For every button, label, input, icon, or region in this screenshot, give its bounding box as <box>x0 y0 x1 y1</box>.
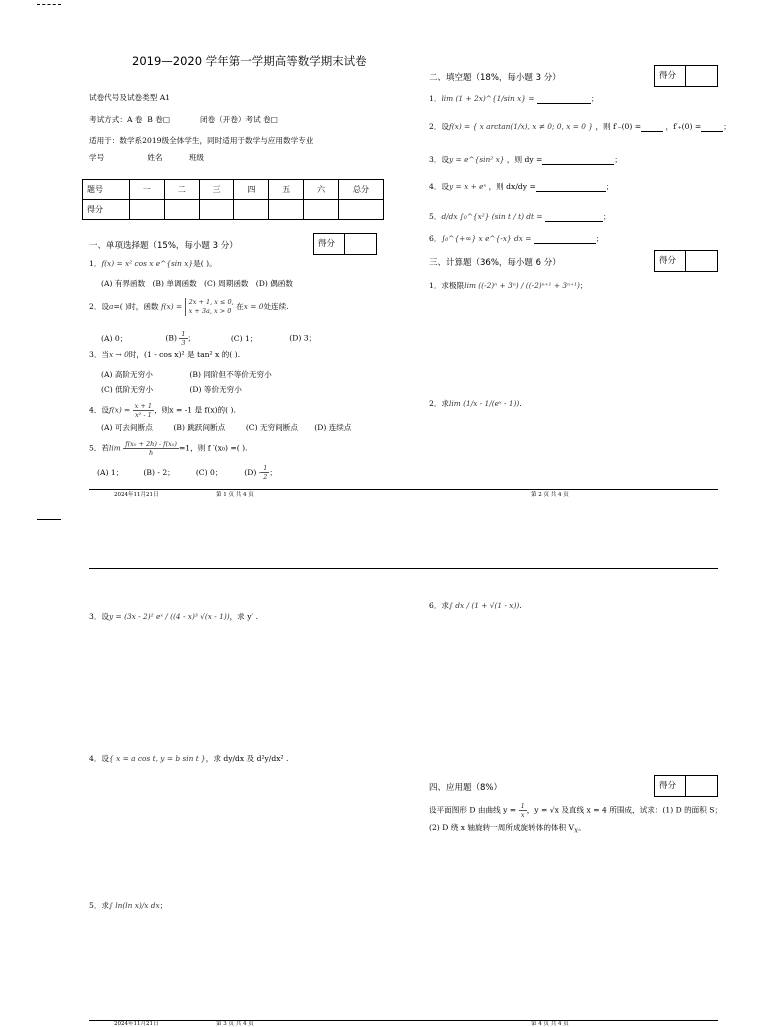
q-tail: ，求 dy/dx 及 d²y/dx² . <box>205 754 289 763</box>
q-number: 3．当 <box>89 350 110 359</box>
answer-blank[interactable] <box>537 103 591 104</box>
q-tail: ； <box>159 901 168 910</box>
q-mid: ，则 dx/dy = <box>488 182 536 191</box>
s3-item-6 <box>429 600 522 611</box>
q-tail: ； <box>614 155 623 164</box>
exam-open <box>200 114 278 125</box>
s1-q5 <box>89 440 247 457</box>
s2-item-5 <box>429 211 611 222</box>
header-rule <box>89 568 718 569</box>
frac-den: x² - 1 <box>134 411 152 419</box>
s1-q5-options <box>97 464 277 481</box>
score-box-blank[interactable] <box>685 251 717 271</box>
s1-q4 <box>89 402 236 419</box>
exam-open-label: 闭卷（开卷）考试 <box>200 115 261 124</box>
q-number: 3．设 <box>89 612 110 621</box>
q-number: 2．设 <box>429 122 450 131</box>
answer-blank[interactable] <box>641 131 663 132</box>
option-b-label: (B) <box>165 333 177 343</box>
q-expr: lim ((-2)ⁿ + 3ⁿ) / ((-2)ⁿ⁺¹ + 3ⁿ⁺¹) <box>464 281 580 290</box>
score-table <box>82 179 384 220</box>
q-number: 2．求 <box>429 399 450 408</box>
option-d[interactable]: (D) 3； <box>289 333 317 343</box>
score-box-blank[interactable] <box>685 776 717 796</box>
score-header-cell: 四 <box>234 180 269 200</box>
option-d-label: (D) - <box>244 467 262 477</box>
s3-item-1 <box>429 280 587 291</box>
footer-date-2: 2024年11月21日 <box>114 1021 159 1027</box>
q-at: 在 <box>236 302 244 311</box>
score-cell[interactable] <box>199 200 234 220</box>
q-tail: 处连续. <box>263 302 289 311</box>
q-number: 6． <box>429 234 442 243</box>
q-number: 1．求极限 <box>429 281 465 290</box>
q-piecewise <box>185 298 234 316</box>
score-box-blank[interactable] <box>344 234 376 254</box>
q-cond: x → 0 <box>109 350 129 359</box>
footer-right-page-2: 第 4 页 共 4 页 <box>531 1021 569 1027</box>
q-point: x = 0 <box>243 302 264 311</box>
option-c[interactable]: (C) 1； <box>230 333 258 343</box>
frac-num: x + 1 <box>134 402 153 410</box>
s2-item-4 <box>429 181 613 192</box>
q-number: 5． <box>429 212 442 221</box>
footer-right-page: 第 2 页 共 4 页 <box>531 492 569 498</box>
score-header-cell: 一 <box>130 180 165 200</box>
frac-num: 1 <box>181 330 186 338</box>
s4-line2-a: (2) <box>429 823 440 832</box>
s1-q2-options <box>101 330 316 347</box>
s4-line1-a: 设平面图形 D 由曲线 y = <box>429 805 517 815</box>
option-c[interactable]: (C) 周期函数 <box>204 279 249 288</box>
exam-applies: 适用于：数学系2019级全体学生，同时适用于数学与应用数学专业 <box>89 136 314 145</box>
frac-den: 3 <box>181 339 186 347</box>
score-header-cell: 三 <box>199 180 234 200</box>
s4-frac <box>519 802 527 819</box>
score-header-cell: 题号 <box>83 180 130 200</box>
q-expr: y = x + eˣ <box>449 182 487 191</box>
q-number: 1． <box>89 259 102 268</box>
exam-code: 试卷代号及试卷类型 A1 <box>89 93 171 102</box>
score-cell[interactable] <box>164 200 199 220</box>
crop-mark-middle <box>37 519 61 520</box>
score-box-label: 得分 <box>659 256 677 266</box>
score-header-cell: 二 <box>164 180 199 200</box>
q-expr: f(x) = { x arctan(1/x), x ≠ 0; 0, x = 0 } <box>449 122 594 131</box>
score-box-blank[interactable] <box>685 66 717 86</box>
score-cell[interactable] <box>234 200 269 220</box>
section3-heading: 三、计算题（36%，每小题 6 分） <box>429 258 561 268</box>
q-func: f(x) = <box>160 302 183 311</box>
option-d[interactable]: (D) 偶函数 <box>255 279 293 288</box>
q-mid: ，则 f′₋(0) = <box>595 122 642 131</box>
name-row <box>89 152 204 163</box>
s2-item-3 <box>429 154 622 165</box>
option-b[interactable] <box>165 330 228 347</box>
q-number: 3．设 <box>429 155 450 164</box>
q-tail: ； <box>605 182 614 191</box>
s3-item-3 <box>89 611 258 622</box>
option-b[interactable]: (B) 同阶但不等价无穷小 <box>189 370 272 379</box>
s4-line2-d: 。 <box>578 823 586 832</box>
score-box-label: 得分 <box>659 781 677 791</box>
paper-title: 2019—2020 学年第一学期高等数学期末试卷 <box>132 54 367 68</box>
exam-type-a: 考试方式：A 卷 <box>89 115 143 124</box>
section2-score-box <box>654 65 718 87</box>
option-d-tail: ； <box>269 467 277 477</box>
q-tail: ； <box>579 281 588 290</box>
q-mid: ，则 dy = <box>506 155 543 164</box>
s1-q3-options-row2 <box>101 384 242 395</box>
option-b[interactable]: (B) 单调函数 <box>152 279 197 288</box>
option-b[interactable]: (B) 跳跃间断点 <box>173 423 226 432</box>
s1-q3-options-row1 <box>101 369 272 380</box>
q-expr: y = (3x - 2)² eˣ / ((4 - x)³ √(x - 1)) <box>109 612 230 621</box>
q-mid: ，则x = -1 是 f(x)的( ). <box>154 405 236 415</box>
score-cell[interactable] <box>339 200 384 220</box>
frac-num: 1 <box>520 802 525 810</box>
score-header-cell: 六 <box>304 180 339 200</box>
option-c[interactable]: (C) 无穷间断点 <box>245 423 298 432</box>
s3-item-2 <box>429 398 522 409</box>
s2-item-6 <box>429 233 604 244</box>
option-b[interactable]: (B) - 2； <box>143 467 175 477</box>
crop-mark-top <box>37 4 61 5</box>
q-expr: ∫ ln(ln x)/x dx <box>109 901 160 910</box>
q-number: 1． <box>429 94 442 103</box>
footer-rule <box>89 489 718 490</box>
answer-blank[interactable] <box>534 243 596 244</box>
frac-den: x <box>520 811 525 819</box>
q-frac <box>123 440 179 457</box>
option-a[interactable]: (A) 可去间断点 <box>101 423 153 432</box>
q-mid: =( )时，函数 <box>113 302 159 311</box>
student-id-label: 学号 <box>89 153 105 162</box>
q-expr: f(x) = x² cos x e^{sin x} <box>101 259 194 268</box>
q-tail: ； <box>595 234 604 243</box>
footer-date: 2024年11月21日 <box>114 492 159 498</box>
option-d[interactable]: (D) 等价无穷小 <box>189 385 242 394</box>
q-lim: lim <box>109 443 121 453</box>
option-a[interactable]: (A) 有界函数 <box>101 279 146 288</box>
answer-blank[interactable] <box>536 191 606 192</box>
option-a[interactable]: (A) 0； <box>101 333 128 343</box>
q-expr: lim (1 + 2x)^{1/sin x} = <box>441 94 535 103</box>
q-frac <box>133 402 154 419</box>
score-header-cell: 五 <box>269 180 304 200</box>
answer-blank[interactable] <box>542 164 614 165</box>
q-number: 5．若 <box>89 443 110 453</box>
s4-line2-b: D 绕 x 轴旋转一周所成旋转体的体积 V <box>442 823 575 832</box>
answer-blank[interactable] <box>701 131 723 132</box>
section1-heading: 一、单项选择题（15%，每小题 3 分） <box>89 241 238 251</box>
footer-left-page: 第 1 页 共 4 页 <box>216 492 254 498</box>
s1-q1-options <box>101 278 293 289</box>
section4-score-box <box>654 775 718 797</box>
s1-q4-options <box>101 422 351 433</box>
section3-score-box <box>654 250 718 272</box>
q-expr: lim (1/x - 1/(eˣ - 1)) <box>449 399 520 408</box>
s4-line-2 <box>429 822 586 835</box>
q-tail: ； <box>602 212 611 221</box>
q-number: 5．求 <box>89 901 110 910</box>
section4-heading: 四、应用题（8%） <box>429 783 502 793</box>
option-c[interactable]: (C) 低阶无穷小 <box>101 385 154 394</box>
frac-den: h <box>148 449 154 457</box>
q-expr: ∫ dx / (1 + √(1 - x)) <box>449 601 520 610</box>
q-mid: =1，则 f ′(x₀) =( ). <box>178 443 248 453</box>
q-expr: ∫₀^{+∞} x e^{-x} dx = <box>441 234 532 243</box>
option-b-frac <box>179 330 187 347</box>
section1-score-box <box>313 233 377 255</box>
s3-item-5 <box>89 900 167 911</box>
q-mid: 时，(1 - cos x)² 是 tan² x 的( ). <box>128 350 240 359</box>
option-d[interactable]: (D) 连续点 <box>314 423 352 432</box>
score-header-cell: 总分 <box>339 180 384 200</box>
q-tail: . <box>519 399 522 408</box>
s1-q3 <box>89 349 240 360</box>
score-value-row <box>83 200 384 220</box>
s1-q1 <box>89 258 217 269</box>
s2-item-2 <box>429 121 731 132</box>
s4-line1-b: ，y = √x 及直线 x = 4 所围成，试求：(1) D 的面积 S； <box>526 805 723 815</box>
q-func: f(x) = <box>109 405 131 415</box>
class-label: 班级 <box>188 153 205 162</box>
q-tail: ，求 y′ . <box>229 612 259 621</box>
option-c[interactable]: (C) 0； <box>195 467 223 477</box>
q-number: 6．求 <box>429 601 450 610</box>
exam-type <box>89 114 170 125</box>
q-number: 2．设 <box>89 302 110 311</box>
q-tail: . <box>519 601 522 610</box>
q-number: 4．设 <box>89 405 110 415</box>
score-header-row <box>83 180 384 200</box>
footer-left-page-2: 第 3 页 共 4 页 <box>216 1021 254 1027</box>
q-tail: 是( )。 <box>193 259 217 268</box>
section2-heading: 二、填空题（18%，每小题 3 分） <box>429 73 561 83</box>
score-cell[interactable] <box>269 200 304 220</box>
q-number: 4．设 <box>89 754 110 763</box>
q-expr: y = e^{sin² x} <box>449 155 505 164</box>
option-a[interactable]: (A) 1； <box>97 467 124 477</box>
exam-open-box: 卷□ <box>263 115 278 124</box>
score-box-label: 得分 <box>318 239 336 249</box>
q-var: a <box>109 302 114 311</box>
student-name-label: 姓名 <box>147 153 163 162</box>
option-d[interactable] <box>244 464 277 481</box>
option-a[interactable]: (A) 高阶无穷小 <box>101 370 153 379</box>
frac-num: f(x₀ + 2h) - f(x₀) <box>125 440 177 448</box>
s4-line2-sub: x <box>574 825 579 835</box>
s2-item-1 <box>429 93 599 104</box>
q-mid2: ，f′₊(0) = <box>665 122 702 131</box>
option-b-tail: ； <box>187 333 196 343</box>
score-box-label: 得分 <box>659 71 677 81</box>
frac-num: 1 <box>263 464 268 472</box>
exam-type-b: B 卷□ <box>147 115 171 124</box>
s4-line-1 <box>429 802 722 819</box>
q-expr: d/dx ∫₀^{x²} (sin t / t) dt = <box>441 212 543 221</box>
q-expr: { x = a cos t, y = b sin t } <box>109 754 206 763</box>
score-cell[interactable] <box>130 200 165 220</box>
case-1: 2x + 1, x ≤ 0, <box>188 298 234 306</box>
score-cell[interactable] <box>304 200 339 220</box>
s1-q2 <box>89 298 289 316</box>
q-number: 4．设 <box>429 182 450 191</box>
case-2: x + 3a, x > 0 <box>188 307 232 315</box>
q-tail: ； <box>723 122 731 131</box>
s3-item-4 <box>89 753 288 764</box>
answer-blank[interactable] <box>545 221 603 222</box>
q-tail: ； <box>590 94 599 103</box>
frac-den: 2 <box>263 473 268 481</box>
score-row-label: 得分 <box>83 200 130 220</box>
footer-rule-2 <box>89 1020 718 1021</box>
